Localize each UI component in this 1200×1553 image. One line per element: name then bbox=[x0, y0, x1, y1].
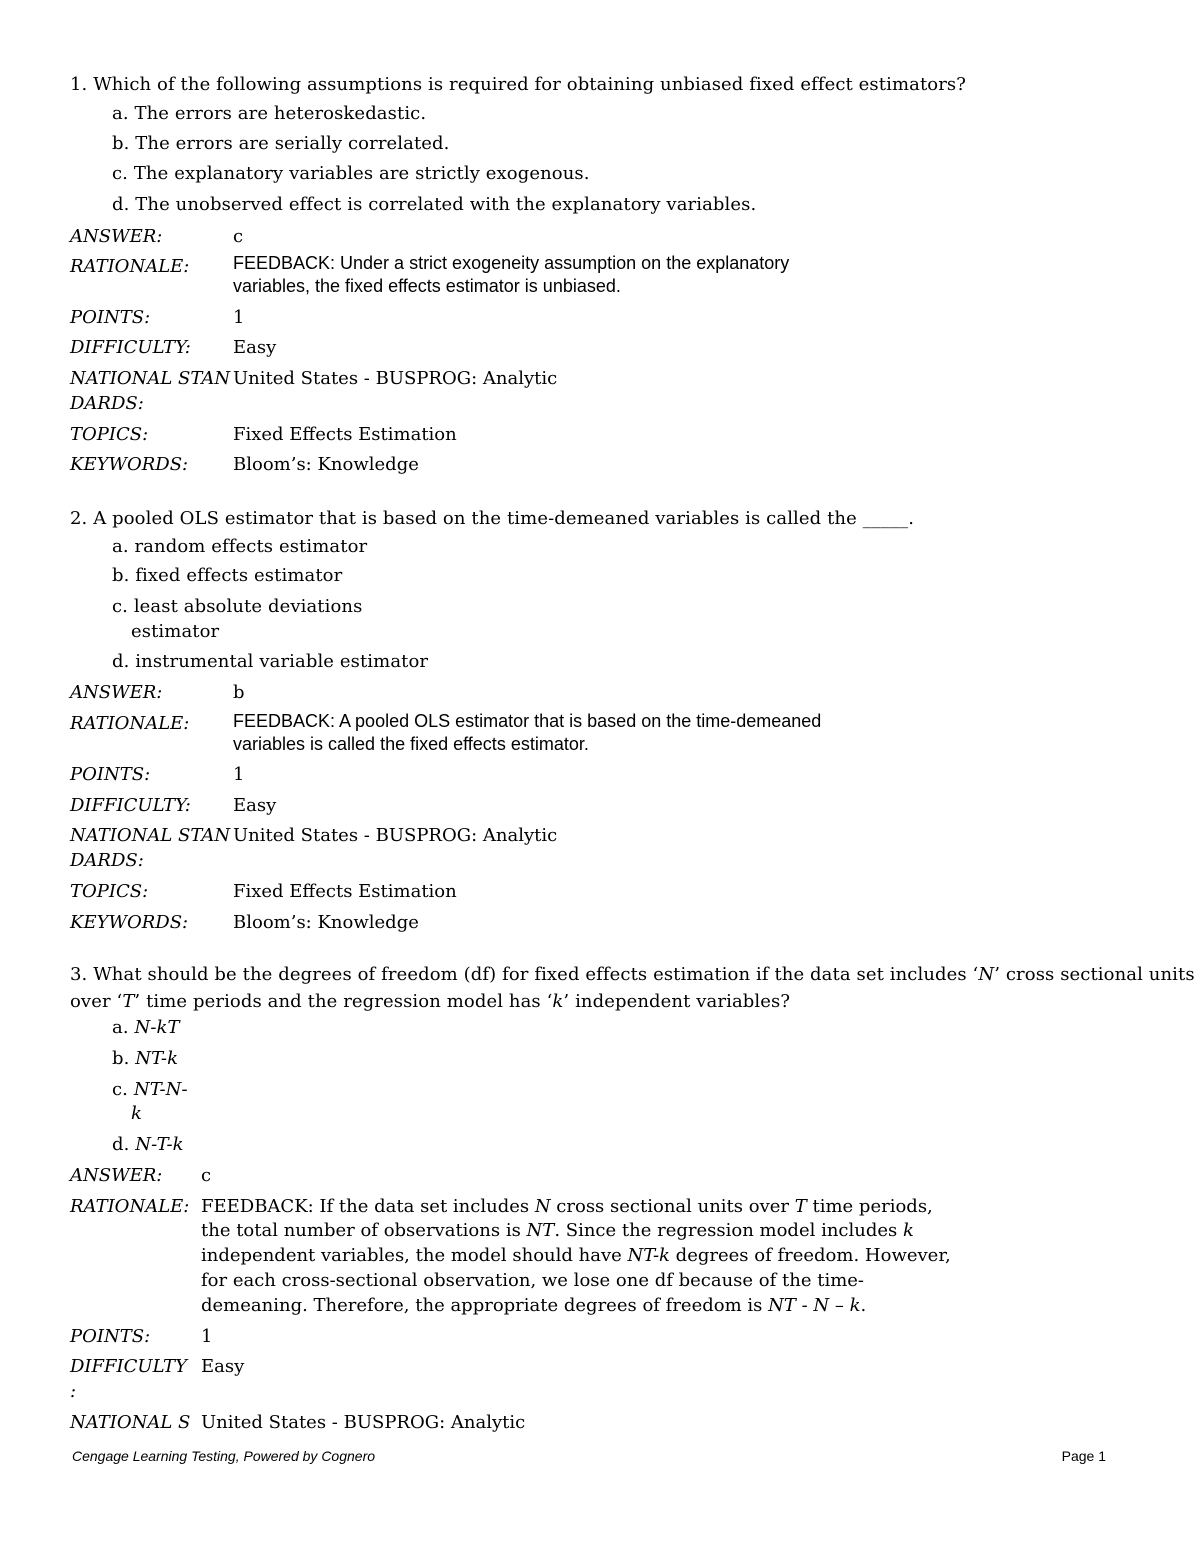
q2-rationale-line2: variables is called the fixed effects estimator. bbox=[233, 734, 589, 754]
q1-rationale-label: RATIONALE: bbox=[70, 256, 190, 277]
q1-national-label-1: NATIONAL STAN bbox=[70, 368, 231, 389]
q3-question-line1: 3. What should be the degrees of freedom (df) for fixed effects estimation if the data set includes ‘N’ cross sectional units bbox=[70, 964, 1195, 985]
q2-option-c-cont: estimator bbox=[131, 621, 220, 642]
q3-question-line2: over ‘T’ time periods and the regression model has ‘k’ independent variables? bbox=[70, 991, 791, 1012]
q3-rationale-line5: demeaning. Therefore, the appropriate degrees of freedom is NT - N – k. bbox=[201, 1295, 867, 1316]
q1-topics-label: TOPICS: bbox=[70, 424, 149, 445]
q1-option-a: a. The errors are heteroskedastic. bbox=[112, 103, 427, 124]
q2-points-value: 1 bbox=[233, 764, 245, 785]
q2-answer-value: b bbox=[233, 682, 245, 703]
q3-rationale-label: RATIONALE: bbox=[70, 1196, 190, 1217]
q2-rationale-line1: FEEDBACK: A pooled OLS estimator that is based on the time-demeaned bbox=[233, 711, 822, 731]
q3-rationale-line3: independent variables, the model should have NT-k degrees of freedom. However, bbox=[201, 1245, 951, 1266]
q2-keywords-label: KEYWORDS: bbox=[70, 912, 189, 933]
q3-option-a: a. N-kT bbox=[112, 1017, 180, 1038]
q1-option-d: d. The unobserved effect is correlated with the explanatory variables. bbox=[112, 194, 757, 215]
q1-topics-value: Fixed Effects Estimation bbox=[233, 424, 457, 445]
q2-difficulty-value: Easy bbox=[233, 795, 277, 816]
q2-difficulty-label: DIFFICULTY: bbox=[70, 795, 191, 816]
q2-national-label-1: NATIONAL STAN bbox=[70, 825, 231, 846]
q1-rationale-line1: FEEDBACK: Under a strict exogeneity assumption on the explanatory bbox=[233, 253, 790, 273]
q3-difficulty-label: DIFFICULTY bbox=[70, 1356, 187, 1377]
q3-national-value: United States - BUSPROG: Analytic bbox=[201, 1412, 526, 1433]
q1-points-label: POINTS: bbox=[70, 307, 151, 328]
q3-option-d: d. N-T-k bbox=[112, 1134, 184, 1155]
q3-rationale-line2: the total number of observations is NT. Since the regression model includes k bbox=[201, 1220, 914, 1241]
q2-topics-value: Fixed Effects Estimation bbox=[233, 881, 457, 902]
q3-option-b: b. NT-k bbox=[112, 1048, 179, 1069]
q1-answer-label: ANSWER: bbox=[70, 226, 163, 247]
q3-difficulty-colon: : bbox=[70, 1381, 77, 1402]
q2-option-c: c. least absolute deviations bbox=[112, 596, 363, 617]
q3-points-value: 1 bbox=[201, 1326, 213, 1347]
q1-points-value: 1 bbox=[233, 307, 245, 328]
q1-keywords-label: KEYWORDS: bbox=[70, 454, 189, 475]
q3-points-label: POINTS: bbox=[70, 1326, 151, 1347]
q2-question: 2. A pooled OLS estimator that is based on the time-demeaned variables is called the _____. bbox=[70, 508, 915, 529]
q3-national-label: NATIONAL S bbox=[70, 1412, 191, 1433]
q3-option-c: c. NT-N- bbox=[112, 1079, 188, 1100]
q2-option-b: b. fixed effects estimator bbox=[112, 565, 343, 586]
q2-keywords-value: Bloom’s: Knowledge bbox=[233, 912, 419, 933]
q2-national-value: United States - BUSPROG: Analytic bbox=[233, 825, 558, 846]
q1-option-c: c. The explanatory variables are strictly exogenous. bbox=[112, 163, 590, 184]
q1-national-value: United States - BUSPROG: Analytic bbox=[233, 368, 558, 389]
q1-keywords-value: Bloom’s: Knowledge bbox=[233, 454, 419, 475]
q2-answer-label: ANSWER: bbox=[70, 682, 163, 703]
q3-difficulty-value: Easy bbox=[201, 1356, 245, 1377]
q3-rationale-line4: for each cross-sectional observation, we lose one df because of the time- bbox=[201, 1270, 865, 1291]
page-number: Page 1 bbox=[1061, 1448, 1106, 1464]
q2-topics-label: TOPICS: bbox=[70, 881, 149, 902]
q1-national-label-2: DARDS: bbox=[70, 393, 144, 414]
q3-option-c-cont: k bbox=[131, 1103, 143, 1124]
q1-answer-value: c bbox=[233, 226, 244, 247]
q3-answer-value: c bbox=[201, 1165, 212, 1186]
footer-credit: Cengage Learning Testing, Powered by Cognero bbox=[72, 1448, 376, 1464]
q1-option-b: b. The errors are serially correlated. bbox=[112, 133, 450, 154]
q1-question: 1. Which of the following assumptions is required for obtaining unbiased fixed effect estimators? bbox=[70, 74, 967, 95]
q2-points-label: POINTS: bbox=[70, 764, 151, 785]
q3-rationale-line1: FEEDBACK: If the data set includes N cross sectional units over T time periods, bbox=[201, 1196, 933, 1217]
q2-option-d: d. instrumental variable estimator bbox=[112, 651, 429, 672]
q1-rationale-line2: variables, the fixed effects estimator is unbiased. bbox=[233, 276, 621, 296]
q1-difficulty-value: Easy bbox=[233, 337, 277, 358]
q2-national-label-2: DARDS: bbox=[70, 850, 144, 871]
q1-difficulty-label: DIFFICULTY: bbox=[70, 337, 191, 358]
q3-answer-label: ANSWER: bbox=[70, 1165, 163, 1186]
q2-rationale-label: RATIONALE: bbox=[70, 713, 190, 734]
q2-option-a: a. random effects estimator bbox=[112, 536, 368, 557]
